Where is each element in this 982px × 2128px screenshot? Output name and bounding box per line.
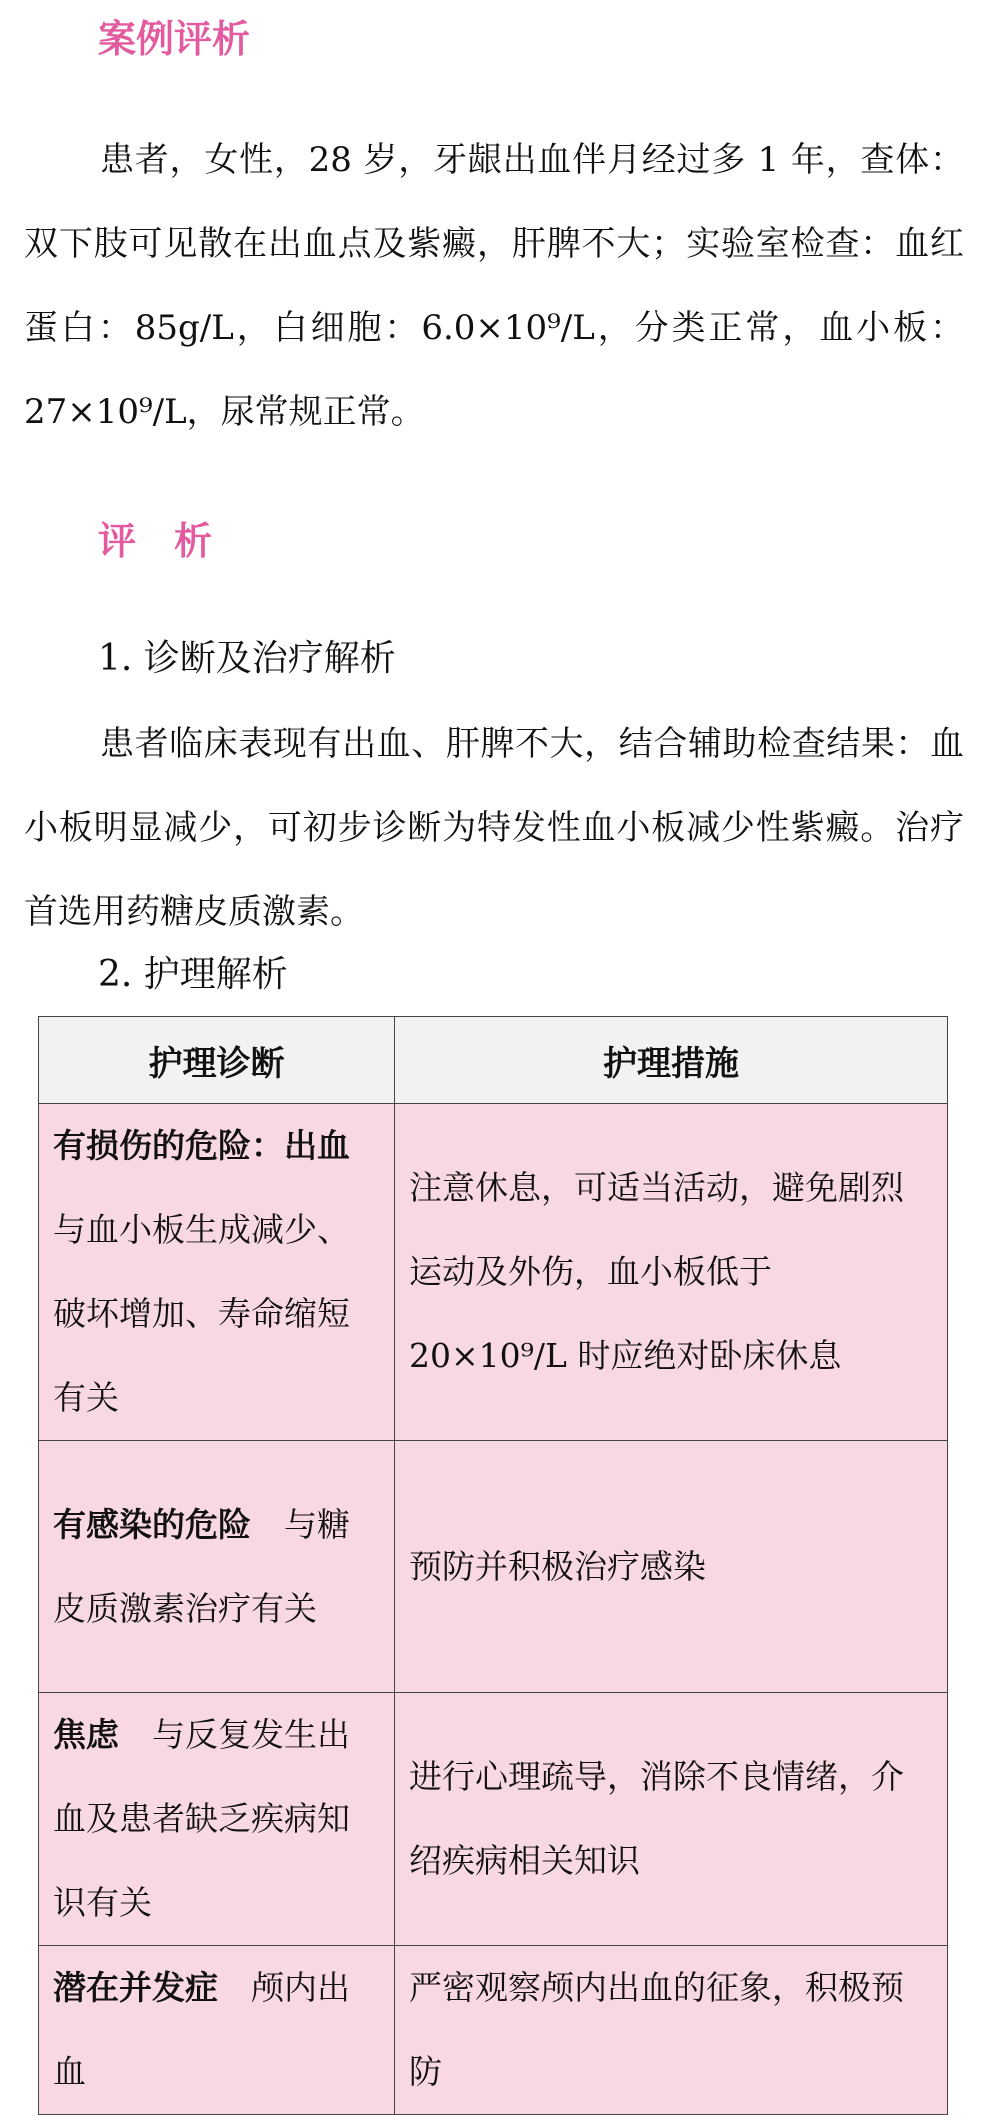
measure-cell: 进行心理疏导，消除不良情绪，介绍疾病相关知识 bbox=[395, 1693, 948, 1946]
case-heading: 案例评析 bbox=[98, 17, 251, 61]
diagnosis-bold: 有感染的危险 bbox=[53, 1504, 251, 1544]
section2-title: 2. 护理解析 bbox=[98, 954, 288, 995]
table-row bbox=[39, 1693, 948, 1946]
analysis-heading: 评 析 bbox=[98, 519, 213, 563]
measure-cell: 预防并积极治疗感染 bbox=[395, 1441, 948, 1693]
table-row bbox=[39, 1441, 948, 1693]
diagnosis-rest: 与糖皮质激素治疗有关 bbox=[53, 1504, 350, 1628]
diagnosis-cell bbox=[39, 1104, 395, 1441]
diagnosis-cell bbox=[39, 1441, 395, 1693]
diagnosis-cell bbox=[39, 1693, 395, 1946]
table-header-row bbox=[39, 1017, 948, 1104]
diagnosis-rest: 与反复发生出血及患者缺乏疾病知识有关 bbox=[53, 1715, 350, 1922]
case-paragraph: 患者，女性，28 岁，牙龈出血伴月经过多 1 年，查体：双下肢可见散在出血点及紫癜，肝脾不大；实验室检查：血红蛋白：85g/L，白细胞：6.0×10⁹/L，分类正常，血小板：27×10⁹/L，尿常规正常。 bbox=[24, 140, 964, 432]
diagnosis-rest: 颅内出血 bbox=[53, 1968, 350, 2091]
measure-cell: 注意休息，可适当活动，避免剧烈运动及外伤，血小板低于 20×10⁹/L 时应绝对卧床休息 bbox=[395, 1104, 948, 1441]
section1-title: 1. 诊断及治疗解析 bbox=[98, 638, 396, 679]
measure-cell: 严密观察颅内出血的征象，积极预防 bbox=[395, 1946, 948, 2115]
diagnosis-bold: 有损伤的危险：出血 bbox=[53, 1126, 350, 1165]
diagnosis-rest: 与血小板生成减少、破坏增加、寿命缩短有关 bbox=[53, 1210, 350, 1417]
header-diagnosis: 护理诊断 bbox=[39, 1017, 395, 1104]
diagnosis-bold: 焦虑 bbox=[53, 1715, 119, 1754]
diagnosis-bold: 潜在并发症 bbox=[53, 1968, 218, 2007]
nursing-table bbox=[38, 1016, 948, 2115]
header-measure: 护理措施 bbox=[395, 1017, 948, 1104]
table-row bbox=[39, 1946, 948, 2115]
section1-paragraph: 患者临床表现有出血、肝脾不大，结合辅助检查结果：血小板明显减少，可初步诊断为特发性血小板减少性紫癜。治疗首选用药糖皮质激素。 bbox=[24, 724, 964, 932]
table-row bbox=[39, 1104, 948, 1441]
diagnosis-cell bbox=[39, 1946, 395, 2115]
